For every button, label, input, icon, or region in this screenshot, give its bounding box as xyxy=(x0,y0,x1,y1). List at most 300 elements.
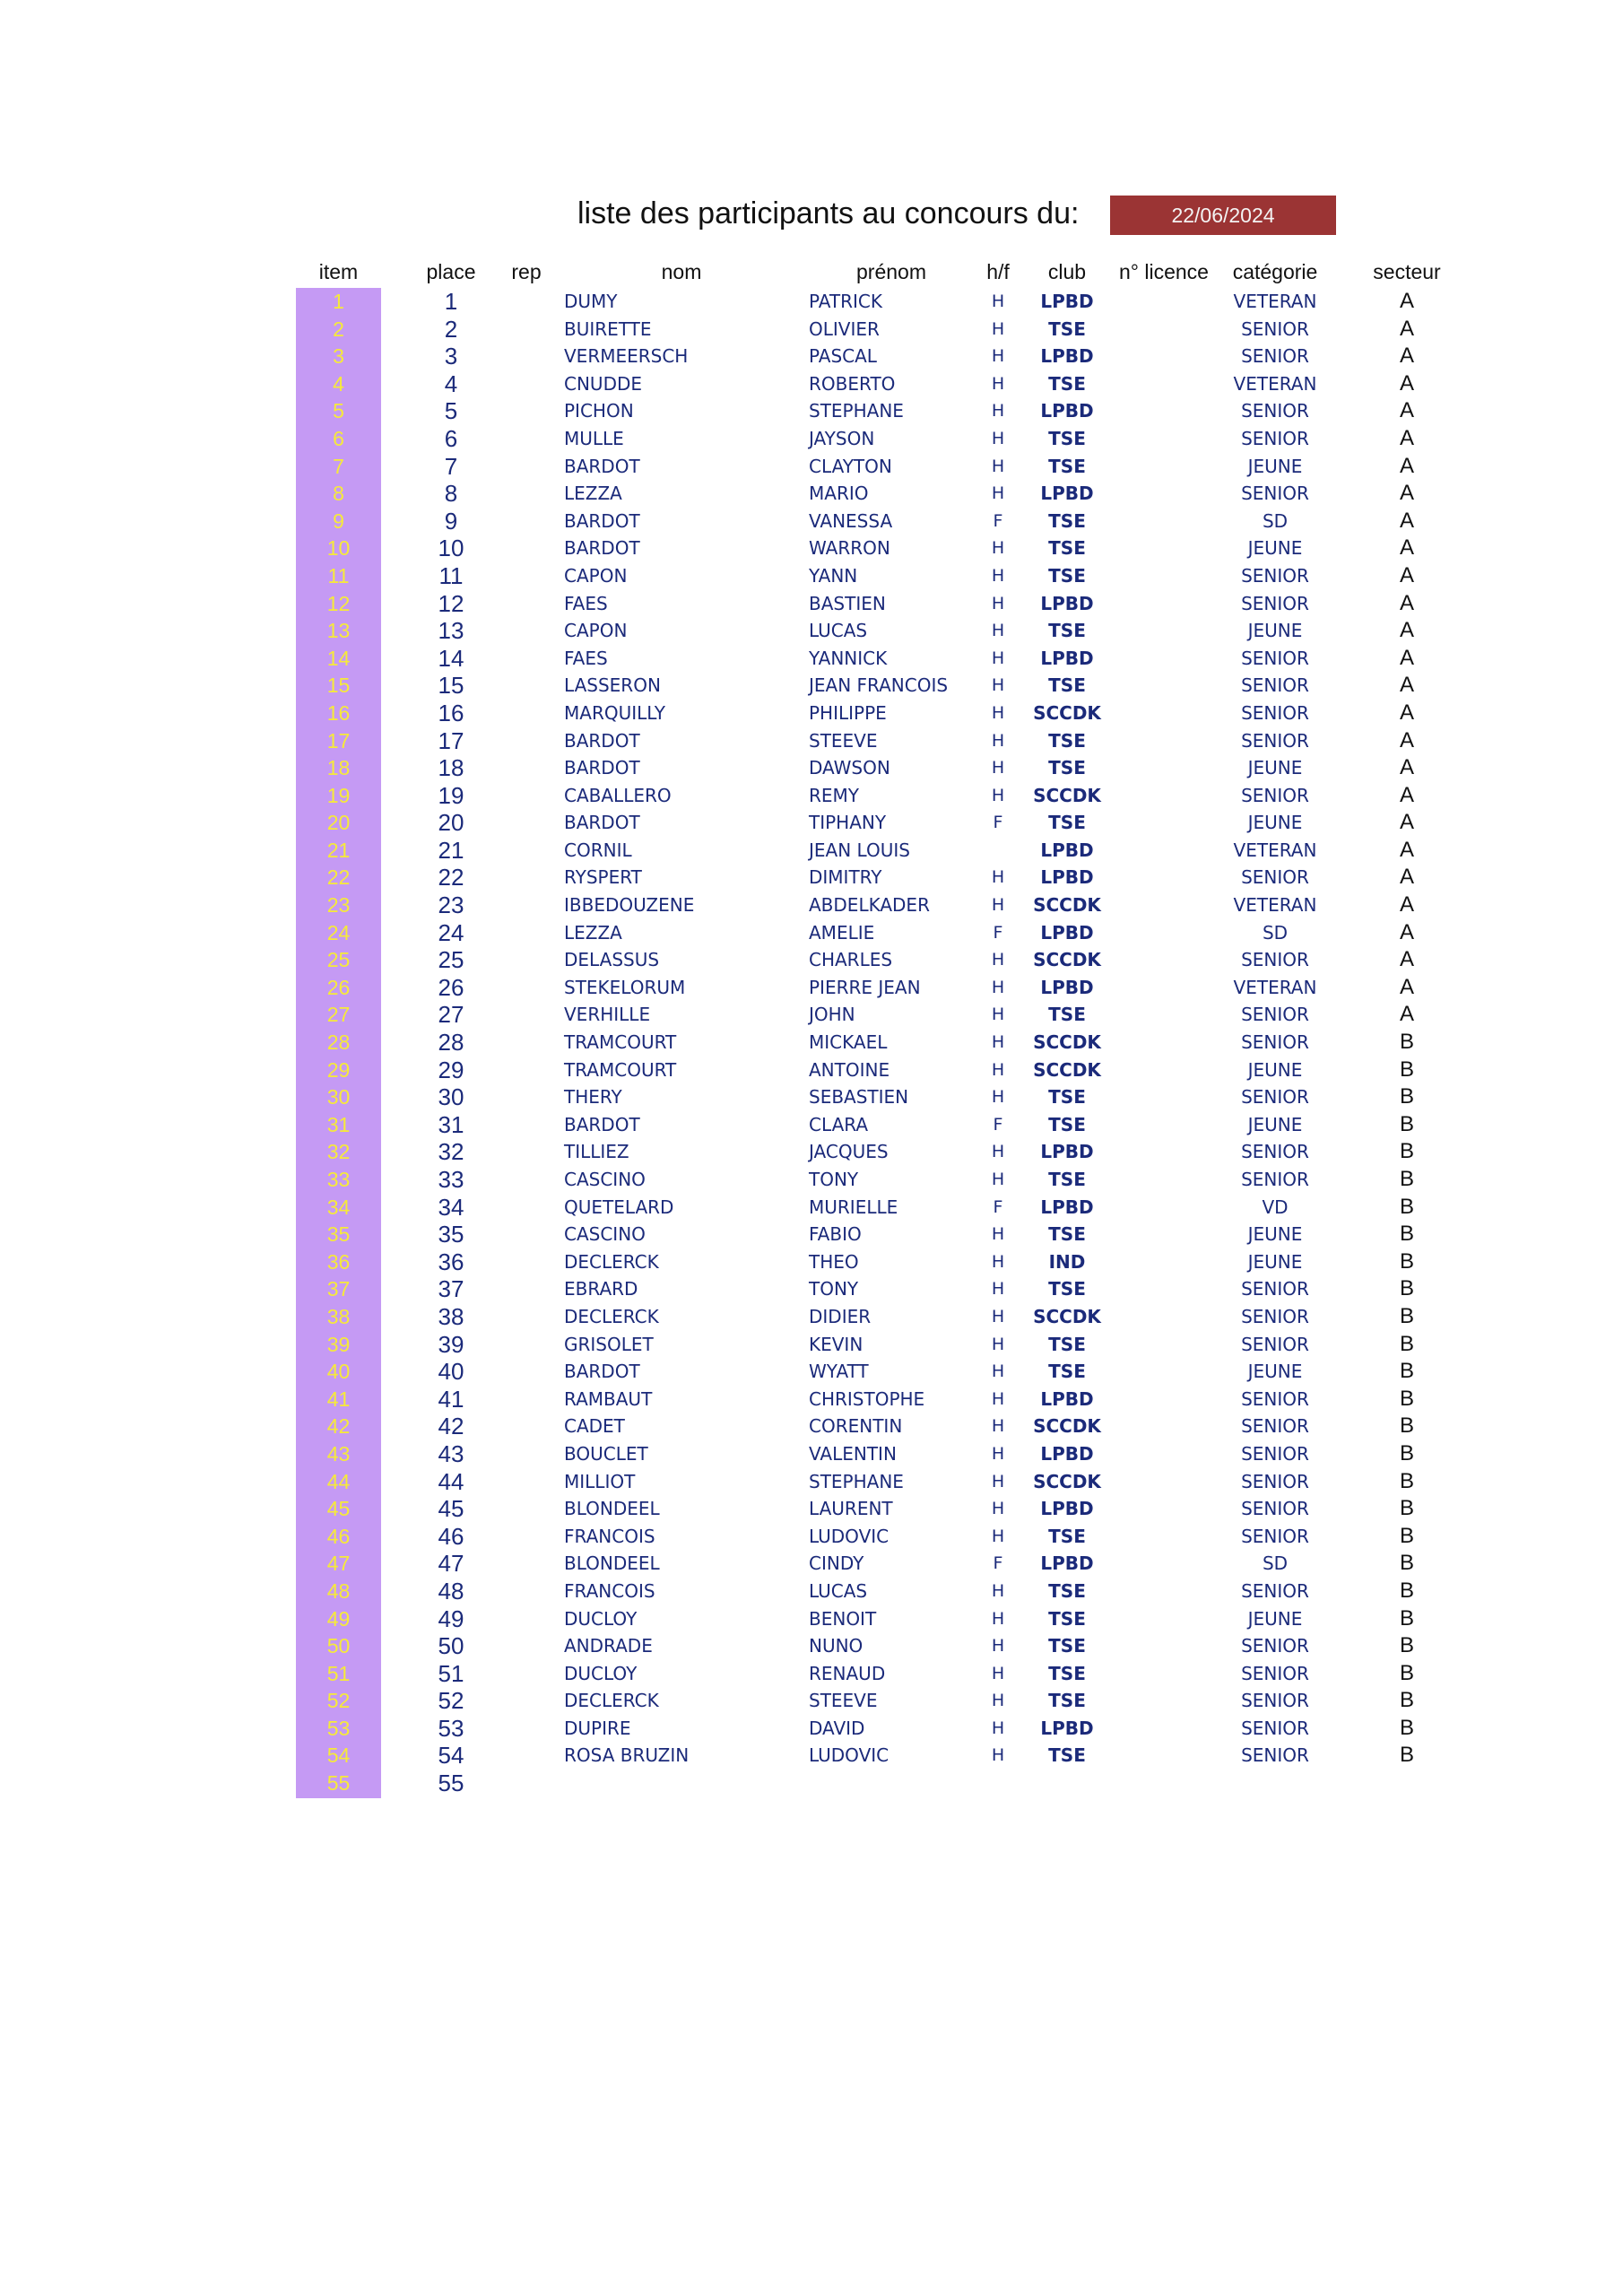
place-cell: 31 xyxy=(438,1110,464,1138)
place-cell: 25 xyxy=(438,946,464,974)
header-categorie: catégorie xyxy=(1232,260,1318,283)
place-cell: 9 xyxy=(444,507,458,535)
table-row xyxy=(0,700,1623,727)
hf-cell: H xyxy=(991,428,1005,448)
club-cell: TSE xyxy=(1048,1579,1086,1602)
secteur-cell: A xyxy=(1399,700,1414,725)
item-cell: 34 xyxy=(326,1195,351,1219)
hf-cell: H xyxy=(991,1745,1005,1766)
club-cell: TSE xyxy=(1048,1169,1086,1190)
place-cell: 49 xyxy=(438,1605,464,1632)
club-cell: LPBD xyxy=(1040,400,1094,422)
club-cell: TSE xyxy=(1048,812,1086,834)
nom-cell: LASSERON xyxy=(564,674,661,697)
categorie-cell: SENIOR xyxy=(1241,1744,1309,1767)
club-cell: TSE xyxy=(1048,317,1086,340)
nom-cell: DECLERCK xyxy=(564,1250,659,1273)
prenom-cell: STEEVE xyxy=(809,1690,878,1712)
place-cell: 5 xyxy=(444,397,458,425)
categorie-cell: SENIOR xyxy=(1241,647,1309,669)
secteur-cell: B xyxy=(1399,1303,1414,1328)
hf-cell: H xyxy=(991,483,1005,504)
categorie-cell: SENIOR xyxy=(1241,483,1309,505)
nom-cell: TRAMCOURT xyxy=(564,1058,677,1081)
categorie-cell: SENIOR xyxy=(1241,1442,1309,1465)
prenom-cell: STEPHANE xyxy=(809,400,904,422)
secteur-cell: A xyxy=(1399,370,1414,396)
item-cell: 43 xyxy=(326,1441,351,1465)
hf-cell: H xyxy=(991,1443,1005,1464)
item-cell: 24 xyxy=(326,920,351,944)
categorie-cell: SENIOR xyxy=(1241,1690,1309,1712)
place-cell: 28 xyxy=(438,1029,464,1057)
hf-cell: F xyxy=(993,1553,1003,1574)
secteur-cell xyxy=(1367,1770,1446,1797)
nom-cell: ANDRADE xyxy=(564,1635,653,1657)
secteur-cell: B xyxy=(1399,1194,1414,1219)
categorie-cell: JEUNE xyxy=(1247,1250,1303,1273)
nom-cell: ROSA BRUZIN xyxy=(564,1744,690,1767)
item-cell: 50 xyxy=(326,1634,351,1658)
hf-cell: H xyxy=(991,593,1005,613)
table-row xyxy=(0,1687,1623,1715)
categorie-cell: SD xyxy=(1262,921,1289,944)
nom-cell: DECLERCK xyxy=(564,1305,659,1327)
place-cell: 7 xyxy=(444,452,458,480)
item-cell: 29 xyxy=(326,1057,351,1082)
item-cell: 35 xyxy=(326,1222,351,1247)
place-cell: 23 xyxy=(438,891,464,919)
item-cell: 11 xyxy=(327,563,350,587)
prenom-cell: WYATT xyxy=(809,1361,869,1383)
club-cell: TSE xyxy=(1048,1662,1086,1684)
hf-cell: F xyxy=(993,813,1003,833)
item-cell: 30 xyxy=(326,1085,351,1109)
hf-cell: F xyxy=(993,510,1003,531)
place-cell: 26 xyxy=(438,973,464,1001)
table-row xyxy=(0,1578,1623,1605)
place-cell: 32 xyxy=(438,1138,464,1166)
secteur-cell: B xyxy=(1399,1413,1414,1439)
hf-cell: H xyxy=(991,456,1005,476)
place-cell: 47 xyxy=(438,1550,464,1578)
table-row xyxy=(0,672,1623,700)
secteur-cell: A xyxy=(1399,481,1414,506)
item-cell: 46 xyxy=(326,1524,351,1548)
header-item: item xyxy=(318,260,359,283)
secteur-cell: A xyxy=(1399,645,1414,670)
club-cell: TSE xyxy=(1048,1635,1086,1657)
club-cell: TSE xyxy=(1048,455,1086,477)
place-cell: 8 xyxy=(444,480,458,508)
nom-cell: VERHILLE xyxy=(564,1004,651,1026)
prenom-cell: JOHN xyxy=(809,1004,855,1026)
table-row xyxy=(0,343,1623,370)
place-cell: 3 xyxy=(444,343,458,370)
prenom-cell: CLAYTON xyxy=(809,455,892,477)
nom-cell: BARDOT xyxy=(564,812,640,834)
header-licence: n° licence xyxy=(1119,260,1209,283)
categorie-cell: VD xyxy=(1262,1196,1289,1218)
prenom-cell: AMELIE xyxy=(809,921,875,944)
table-row xyxy=(0,1303,1623,1331)
club-cell: LPBD xyxy=(1040,1717,1094,1739)
categorie-cell xyxy=(1225,1770,1325,1797)
place-cell: 45 xyxy=(438,1495,464,1523)
nom-cell: RAMBAUT xyxy=(564,1387,653,1410)
nom-cell: BLONDEEL xyxy=(564,1552,660,1575)
secteur-cell: A xyxy=(1399,837,1414,862)
secteur-cell: B xyxy=(1399,1331,1414,1356)
item-cell: 19 xyxy=(326,783,351,807)
place-cell: 41 xyxy=(438,1385,464,1413)
club-cell: SCCDK xyxy=(1033,701,1101,724)
hf-cell: H xyxy=(991,291,1005,311)
categorie-cell: JEUNE xyxy=(1247,1607,1303,1630)
nom-cell: CAPON xyxy=(564,564,628,587)
club-cell: TSE xyxy=(1048,1361,1086,1383)
nom-cell: CASCINO xyxy=(564,1169,646,1190)
prenom-cell: JAYSON xyxy=(809,427,875,449)
item-cell: 44 xyxy=(326,1469,351,1493)
hf-cell: H xyxy=(991,950,1005,970)
categorie-cell: SENIOR xyxy=(1241,1004,1309,1026)
categorie-cell: SENIOR xyxy=(1241,317,1309,340)
nom-cell: BARDOT xyxy=(564,1113,640,1135)
nom-cell: GRISOLET xyxy=(564,1333,654,1355)
secteur-cell: A xyxy=(1399,782,1414,807)
categorie-cell: SENIOR xyxy=(1241,1141,1309,1163)
club-cell: LPBD xyxy=(1040,647,1094,669)
place-cell: 36 xyxy=(438,1248,464,1275)
secteur-cell: A xyxy=(1399,618,1414,643)
club-cell: TSE xyxy=(1048,1744,1086,1767)
hf-cell: H xyxy=(991,1388,1005,1409)
hf-cell: H xyxy=(991,1251,1005,1272)
place-cell: 40 xyxy=(438,1358,464,1386)
place-cell: 13 xyxy=(438,617,464,645)
nom-cell: BUIRETTE xyxy=(564,317,652,340)
secteur-cell: A xyxy=(1399,974,1414,999)
categorie-cell: JEUNE xyxy=(1247,620,1303,642)
table-row xyxy=(0,1770,1623,1797)
secteur-cell: B xyxy=(1399,1222,1414,1247)
nom-cell: FAES xyxy=(564,592,608,614)
table-row xyxy=(0,370,1623,398)
place-cell: 20 xyxy=(438,809,464,837)
prenom-cell: PATRICK xyxy=(809,291,883,312)
hf-cell: H xyxy=(991,346,1005,367)
place-cell: 54 xyxy=(438,1742,464,1770)
hf-cell: H xyxy=(991,1004,1005,1025)
item-cell: 17 xyxy=(326,728,351,752)
club-cell: TSE xyxy=(1048,537,1086,560)
place-cell: 38 xyxy=(438,1302,464,1330)
table-row xyxy=(0,480,1623,508)
table-row xyxy=(0,1523,1623,1551)
prenom-cell: REMY xyxy=(809,784,860,806)
categorie-cell: VETERAN xyxy=(1233,894,1317,917)
place-cell: 11 xyxy=(438,561,464,589)
hf-cell: H xyxy=(991,1663,1005,1683)
secteur-cell: A xyxy=(1399,344,1414,369)
nom-cell: MILLIOT xyxy=(564,1470,636,1492)
prenom-cell: JEAN FRANCOIS xyxy=(809,674,949,697)
club-cell: TSE xyxy=(1048,564,1086,587)
prenom-cell: MARIO xyxy=(809,483,869,505)
place-cell: 35 xyxy=(438,1221,464,1248)
table-row xyxy=(0,1660,1623,1688)
prenom-cell: YANN xyxy=(809,564,858,587)
hf-cell: H xyxy=(991,1580,1005,1601)
nom-cell: FRANCOIS xyxy=(564,1579,655,1602)
table-row xyxy=(0,919,1623,947)
hf-cell: H xyxy=(991,1142,1005,1162)
place-cell: 24 xyxy=(438,918,464,946)
secteur-cell: A xyxy=(1399,673,1414,698)
club-cell: SCCDK xyxy=(1033,949,1101,971)
secteur-cell: B xyxy=(1399,1688,1414,1713)
categorie-cell: SENIOR xyxy=(1241,1086,1309,1109)
place-cell: 52 xyxy=(438,1687,464,1715)
hf-cell: H xyxy=(991,621,1005,641)
secteur-cell: B xyxy=(1399,1386,1414,1411)
item-cell: 1 xyxy=(333,290,344,313)
club-cell: TSE xyxy=(1048,372,1086,395)
nom-cell: MARQUILLY xyxy=(564,701,665,724)
item-cell: 18 xyxy=(326,756,351,780)
prenom-cell: ABDELKADER xyxy=(809,894,930,917)
item-cell: 2 xyxy=(333,317,344,341)
nom-cell: LEZZA xyxy=(564,921,622,944)
secteur-cell: B xyxy=(1399,1276,1414,1301)
prenom-cell: NUNO xyxy=(809,1635,864,1657)
categorie-cell: SENIOR xyxy=(1241,949,1309,971)
prenom-cell: DAVID xyxy=(809,1717,865,1739)
secteur-cell: A xyxy=(1399,398,1414,423)
prenom-cell: LUCAS xyxy=(809,620,868,642)
place-cell: 55 xyxy=(438,1770,464,1797)
item-cell: 10 xyxy=(326,536,351,561)
nom-cell: CNUDDE xyxy=(564,372,643,395)
prenom-cell: BENOIT xyxy=(809,1607,877,1630)
item-cell: 49 xyxy=(326,1606,351,1631)
categorie-cell: SENIOR xyxy=(1241,564,1309,587)
club-cell: LPBD xyxy=(1040,976,1094,998)
secteur-cell: B xyxy=(1399,1057,1414,1082)
prenom-cell: PIERRE JEAN xyxy=(809,976,921,998)
hf-cell: H xyxy=(991,1718,1005,1738)
place-cell: 27 xyxy=(438,1001,464,1029)
secteur-cell: A xyxy=(1399,508,1414,533)
item-cell: 52 xyxy=(326,1689,351,1713)
item-cell: 37 xyxy=(326,1277,351,1301)
club-cell: SCCDK xyxy=(1033,1031,1101,1054)
hf-cell: H xyxy=(991,1416,1005,1437)
table-row xyxy=(0,1715,1623,1743)
club-cell: LPBD xyxy=(1040,592,1094,614)
hf-cell: H xyxy=(991,1636,1005,1657)
prenom-cell: LUDOVIC xyxy=(809,1525,890,1547)
hf-cell: H xyxy=(991,867,1005,888)
categorie-cell: SENIOR xyxy=(1241,1333,1309,1355)
table-row xyxy=(0,535,1623,562)
prenom-cell: OLIVIER xyxy=(809,317,880,340)
item-cell: 14 xyxy=(326,646,351,670)
table-row xyxy=(0,1386,1623,1413)
prenom-cell: MICKAEL xyxy=(809,1031,888,1054)
table-row xyxy=(0,1742,1623,1770)
club-cell: LPBD xyxy=(1040,921,1094,944)
secteur-cell: B xyxy=(1399,1605,1414,1631)
categorie-cell: JEUNE xyxy=(1247,455,1303,477)
club-cell: LPBD xyxy=(1040,483,1094,505)
club-cell: TSE xyxy=(1048,1086,1086,1109)
table-row xyxy=(0,754,1623,782)
nom-cell: QUETELARD xyxy=(564,1196,674,1218)
place-cell: 15 xyxy=(438,672,464,700)
nom-cell: DELASSUS xyxy=(564,949,660,971)
table-row xyxy=(0,1495,1623,1523)
hf-cell: H xyxy=(991,730,1005,751)
categorie-cell: SENIOR xyxy=(1241,1662,1309,1684)
place-cell: 53 xyxy=(438,1714,464,1742)
categorie-cell: SENIOR xyxy=(1241,784,1309,806)
item-cell: 54 xyxy=(326,1744,351,1768)
item-cell: 51 xyxy=(326,1661,351,1685)
table-row xyxy=(0,782,1623,810)
prenom-cell: JACQUES xyxy=(809,1141,889,1163)
categorie-cell: VETERAN xyxy=(1233,291,1317,312)
item-cell: 28 xyxy=(326,1031,351,1055)
place-cell: 43 xyxy=(438,1439,464,1467)
place-cell: 46 xyxy=(438,1522,464,1550)
header-hf: h/f xyxy=(986,260,1010,283)
prenom-cell xyxy=(809,1770,988,1797)
nom-cell: CABALLERO xyxy=(564,784,672,806)
contest-date: 22/06/2024 xyxy=(1110,196,1336,235)
nom-cell: CORNIL xyxy=(564,839,632,861)
club-cell: LPBD xyxy=(1040,1387,1094,1410)
hf-cell: H xyxy=(991,895,1005,916)
prenom-cell: DIDIER xyxy=(809,1305,872,1327)
club-cell: SCCDK xyxy=(1033,784,1101,806)
prenom-cell: CHRISTOPHE xyxy=(809,1387,925,1410)
item-cell: 7 xyxy=(333,454,344,478)
categorie-cell: SENIOR xyxy=(1241,1579,1309,1602)
hf-cell: H xyxy=(991,1526,1005,1546)
hf-cell: H xyxy=(991,401,1005,422)
place-cell: 4 xyxy=(444,370,458,397)
club-cell: TSE xyxy=(1048,757,1086,779)
page-title: liste des participants au concours du: xyxy=(577,196,1080,230)
prenom-cell: ANTOINE xyxy=(809,1058,890,1081)
table-row xyxy=(0,837,1623,865)
item-cell: 27 xyxy=(326,1003,351,1027)
club-cell: LPBD xyxy=(1040,1141,1094,1163)
prenom-cell: STEPHANE xyxy=(809,1470,904,1492)
secteur-cell: B xyxy=(1399,1139,1414,1164)
prenom-cell: DAWSON xyxy=(809,757,890,779)
nom-cell: THERY xyxy=(564,1086,622,1109)
categorie-cell: SENIOR xyxy=(1241,592,1309,614)
prenom-cell: FABIO xyxy=(809,1223,862,1246)
item-cell: 55 xyxy=(326,1771,351,1796)
hf-cell: H xyxy=(991,1334,1005,1354)
categorie-cell: JEUNE xyxy=(1247,757,1303,779)
nom-cell: DUCLOY xyxy=(564,1607,638,1630)
hf-cell: F xyxy=(993,922,1003,943)
table-row xyxy=(0,1440,1623,1468)
categorie-cell: SENIOR xyxy=(1241,1278,1309,1300)
nom-cell: RYSPERT xyxy=(564,866,642,889)
item-cell: 39 xyxy=(326,1332,351,1356)
table-row xyxy=(0,1111,1623,1139)
prenom-cell: YANNICK xyxy=(809,647,888,669)
table-row xyxy=(0,891,1623,919)
table-row xyxy=(0,1138,1623,1166)
secteur-cell: B xyxy=(1399,1084,1414,1109)
secteur-cell: A xyxy=(1399,425,1414,450)
item-cell: 15 xyxy=(326,674,351,698)
table-row xyxy=(0,1057,1623,1084)
secteur-cell: B xyxy=(1399,1359,1414,1384)
secteur-cell: B xyxy=(1399,1633,1414,1658)
table-row xyxy=(0,1413,1623,1440)
secteur-cell: B xyxy=(1399,1167,1414,1191)
item-cell: 42 xyxy=(326,1414,351,1439)
prenom-cell: CLARA xyxy=(809,1113,869,1135)
participants-table xyxy=(0,288,1623,1797)
prenom-cell: KEVIN xyxy=(809,1333,864,1355)
item-cell: 53 xyxy=(326,1716,351,1740)
categorie-cell: SENIOR xyxy=(1241,1498,1309,1520)
categorie-cell: SENIOR xyxy=(1241,427,1309,449)
nom-cell: CADET xyxy=(564,1415,625,1438)
secteur-cell: B xyxy=(1399,1715,1414,1740)
hf-cell: H xyxy=(991,538,1005,559)
place-cell: 21 xyxy=(438,836,464,864)
hf-cell: H xyxy=(991,1691,1005,1711)
secteur-cell: B xyxy=(1399,1030,1414,1055)
table-row xyxy=(0,1550,1623,1578)
nom-cell: TILLIEZ xyxy=(564,1141,629,1163)
table-row xyxy=(0,316,1623,344)
club-cell: LPBD xyxy=(1040,839,1094,861)
item-cell: 47 xyxy=(326,1552,351,1576)
table-row xyxy=(0,508,1623,535)
categorie-cell: SENIOR xyxy=(1241,400,1309,422)
hf-cell: H xyxy=(991,1306,1005,1326)
nom-cell: STEKELORUM xyxy=(564,976,686,998)
item-cell: 12 xyxy=(326,591,351,615)
prenom-cell: PHILIPPE xyxy=(809,701,887,724)
hf-cell: H xyxy=(991,785,1005,805)
nom-cell: CAPON xyxy=(564,620,628,642)
club-cell: TSE xyxy=(1048,1607,1086,1630)
secteur-cell: A xyxy=(1399,865,1414,890)
nom-cell: FRANCOIS xyxy=(564,1525,655,1547)
categorie-cell: JEUNE xyxy=(1247,1361,1303,1383)
place-cell: 14 xyxy=(438,644,464,672)
club-cell: SCCDK xyxy=(1033,1415,1101,1438)
table-row xyxy=(0,809,1623,837)
secteur-cell: A xyxy=(1399,562,1414,587)
nom-cell: TRAMCOURT xyxy=(564,1031,677,1054)
table-row xyxy=(0,1029,1623,1057)
table-row xyxy=(0,1194,1623,1222)
categorie-cell: SENIOR xyxy=(1241,866,1309,889)
